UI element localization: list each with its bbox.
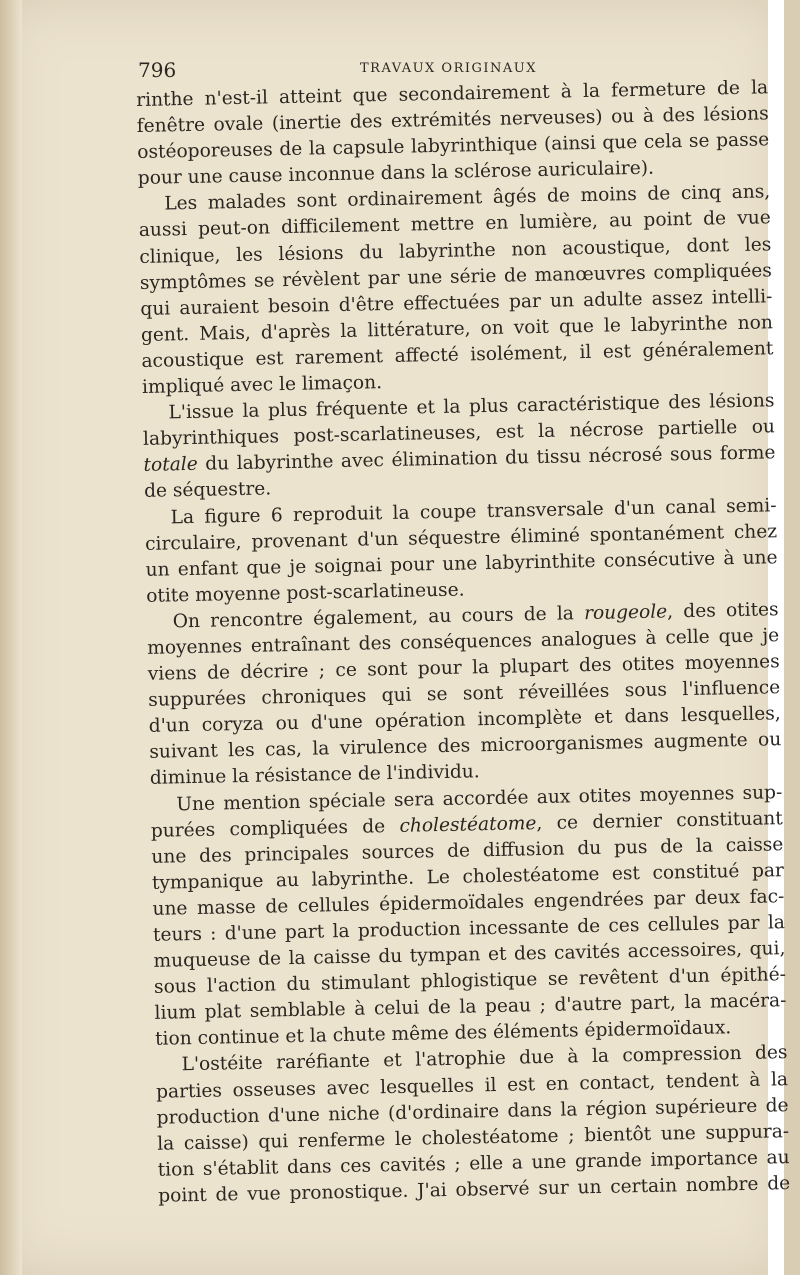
text-line: suivant les cas, la virulence des microorganismes augmente ou <box>149 729 782 764</box>
text-line: fenêtre ovale (inertie des extrémités nerveuses) ou à des lésions <box>136 103 769 138</box>
text-line: aussi peut-on difficilement mettre en lumière, au point de vue <box>138 207 771 242</box>
text-line: pour une cause inconnue dans la sclérose auriculaire). <box>137 157 655 190</box>
text-line: tion s'établit dans ces cavités ; elle a une grande importance au <box>157 1146 790 1181</box>
text-line: tympanique au labyrinthe. Le cholestéatome est constitué par <box>151 859 785 894</box>
text-line: ostéoporeuses de la capsule labyrinthique (ainsi que cela se passe <box>137 129 770 164</box>
text-fragment: , ce dernier constituant <box>536 807 783 834</box>
text-line: la caisse) qui renferme le cholestéatome ; bientôt une suppura- <box>156 1120 790 1155</box>
paragraph-start: Une mention spéciale sera accordée aux otites moyennes sup- <box>176 781 783 815</box>
text-line: point de vue pronostique. J'ai observé sur un certain nombre de <box>158 1173 791 1207</box>
text-line: viens de décrire ; ce sont pour la plupart des otites moyennes <box>147 651 780 685</box>
text-line: labyrinthiques post-scarlatineuses, est la nécrose partielle ou <box>142 416 776 451</box>
paragraph-start: Les malades sont ordinairement âgés de moins de cinq ans, <box>164 181 771 215</box>
text-line: diminue la résistance de l'individu. <box>149 761 480 790</box>
text-line: teurs : d'une part la production incessante de ces cellules par la <box>152 912 786 946</box>
text-line: une masse de cellules épidermoïdales engendrées par deux fac- <box>152 886 785 920</box>
running-title: TRAVAUX ORIGINAUX <box>360 61 538 76</box>
page-number: 796 <box>138 58 177 82</box>
text-line: une des principales sources de diffusion du pus de la caisse <box>151 833 784 868</box>
text-line: clinique, les lésions du labyrinthe non acoustique, dont les <box>139 233 772 268</box>
text-line: lium plat semblable à celui de la peau ; d'autre part, la macéra- <box>154 990 787 1025</box>
text-fragment: , des otites <box>666 599 779 623</box>
italic-term: totale <box>143 454 198 477</box>
text-line: suppurées chroniques qui se sont réveillées sous l'influence <box>148 677 781 712</box>
page-gutter-shadow <box>0 0 22 1275</box>
text-line: parties osseuses avec lesquelles il est en contact, tendent à la <box>155 1068 789 1103</box>
text-line: impliqué avec le limaçon. <box>141 372 383 398</box>
text-line: sous l'action du stimulant phlogistique se revêtent d'un épithé- <box>153 964 787 999</box>
text-line: d'un coryza ou d'une opération incomplète et dans lesquelles, <box>148 703 781 738</box>
text-fragment: du labyrinthe avec élimination du tissu nécrosé sous forme <box>205 442 776 475</box>
text-line: muqueuse de la caisse du tympan et des cavités accessoires, qui, <box>153 938 786 972</box>
text-line: production d'une niche (d'ordinaire dans la région supérieure de <box>156 1094 789 1129</box>
text-line: symptômes se révèlent par une série de manœuvres compliquées <box>139 259 773 294</box>
text-fragment: purées compliquées de <box>150 815 386 842</box>
paragraph-start: L'issue la plus fréquente et la plus caractéristique des lésions <box>168 390 775 424</box>
text-line: moyennes entraînant des conséquences analogues à celle que je <box>147 625 780 659</box>
body-text <box>136 75 790 1209</box>
italic-term: cholestéatome <box>399 812 537 837</box>
text-line: acoustique est rarement affecté isolément, il est généralement <box>141 338 774 372</box>
paragraph-start: La figure 6 reproduit la coupe transversale d'un canal semi- <box>170 494 777 528</box>
text-line: tion continue et la chute même des éléments épidermoïdaux. <box>154 1017 732 1051</box>
text-line: gent. Mais, d'après la littérature, on voit que le labyrinthe non <box>140 312 774 346</box>
italic-term: rougeole <box>583 601 668 624</box>
text-line: rinthe n'est-il atteint que secondairement à la fermeture de la <box>136 77 769 111</box>
paragraph-start: L'ostéite raréfiante et l'atrophie due à la compression des <box>181 1042 788 1076</box>
text-line: de séquestre. <box>143 478 272 503</box>
text-line: circulaire, provenant d'un séquestre éliminé spontanément chez <box>144 520 778 555</box>
text-line: otite moyenne post-scarlatineuse. <box>145 579 465 607</box>
text-line: qui auraient besoin d'être effectuées par un adulte assez intelli- <box>140 286 773 320</box>
text-fragment: On rencontre également, au cours de la <box>172 603 575 633</box>
text-line: un enfant que je soignai pour une labyrinthite consécutive à une <box>145 546 778 581</box>
